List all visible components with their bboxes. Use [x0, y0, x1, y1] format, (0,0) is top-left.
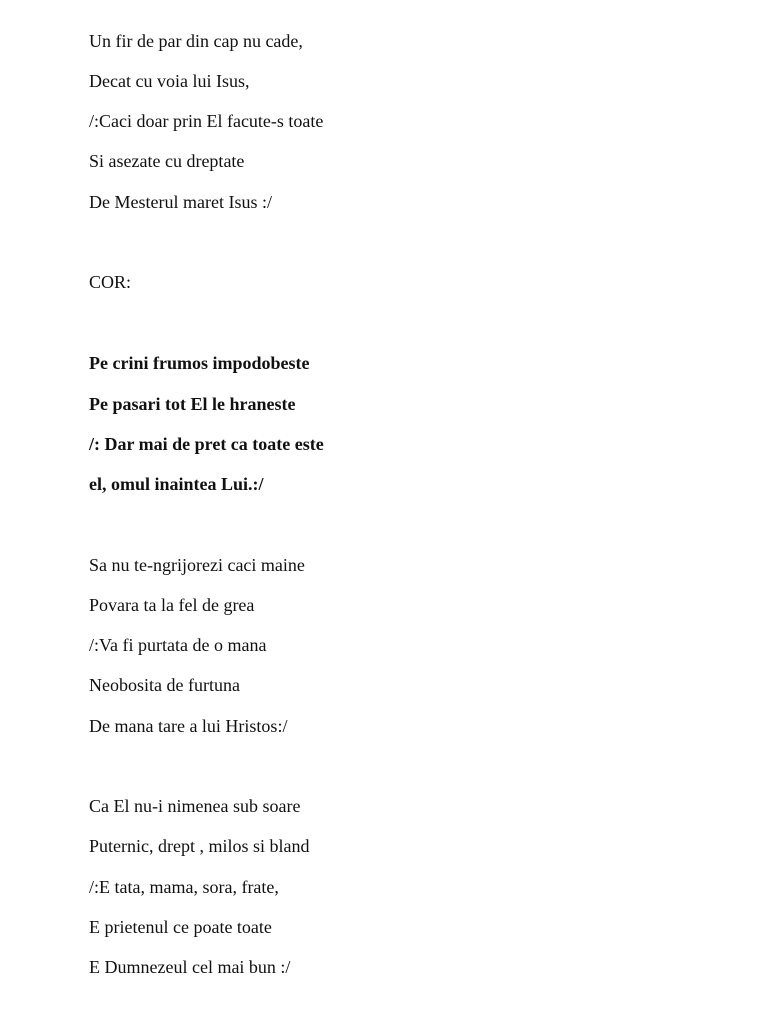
lyric-line: /:Caci doar prin El facute-s toate: [89, 111, 324, 131]
lyric-line: /:E tata, mama, sora, frate,: [89, 877, 279, 897]
chorus-line: el, omul inaintea Lui.:/: [89, 474, 264, 494]
lyric-line: Decat cu voia lui Isus,: [89, 71, 250, 91]
lyric-line: Puternic, drept , milos si bland: [89, 836, 310, 856]
lyric-line: Si asezate cu dreptate: [89, 151, 245, 171]
lyric-line: Povara ta la fel de grea: [89, 595, 255, 615]
lyric-line: Sa nu te-ngrijorezi caci maine: [89, 555, 305, 575]
lyric-line: E Dumnezeul cel mai bun :/: [89, 957, 291, 977]
lyric-line: Ca El nu-i nimenea sub soare: [89, 796, 301, 816]
lyric-line: /:Va fi purtata de o mana: [89, 635, 267, 655]
lyric-line: E prietenul ce poate toate: [89, 917, 272, 937]
lyric-line: De mana tare a lui Hristos:/: [89, 716, 288, 736]
lyric-line: Neobosita de furtuna: [89, 675, 240, 695]
chorus-line: Pe crini frumos impodobeste: [89, 353, 310, 373]
chorus-line: Pe pasari tot El le hraneste: [89, 394, 296, 414]
lyric-line: Un fir de par din cap nu cade,: [89, 31, 303, 51]
chorus-label: COR:: [89, 272, 132, 292]
chorus-line: /: Dar mai de pret ca toate este: [89, 434, 324, 454]
lyric-line: De Mesterul maret Isus :/: [89, 192, 272, 212]
